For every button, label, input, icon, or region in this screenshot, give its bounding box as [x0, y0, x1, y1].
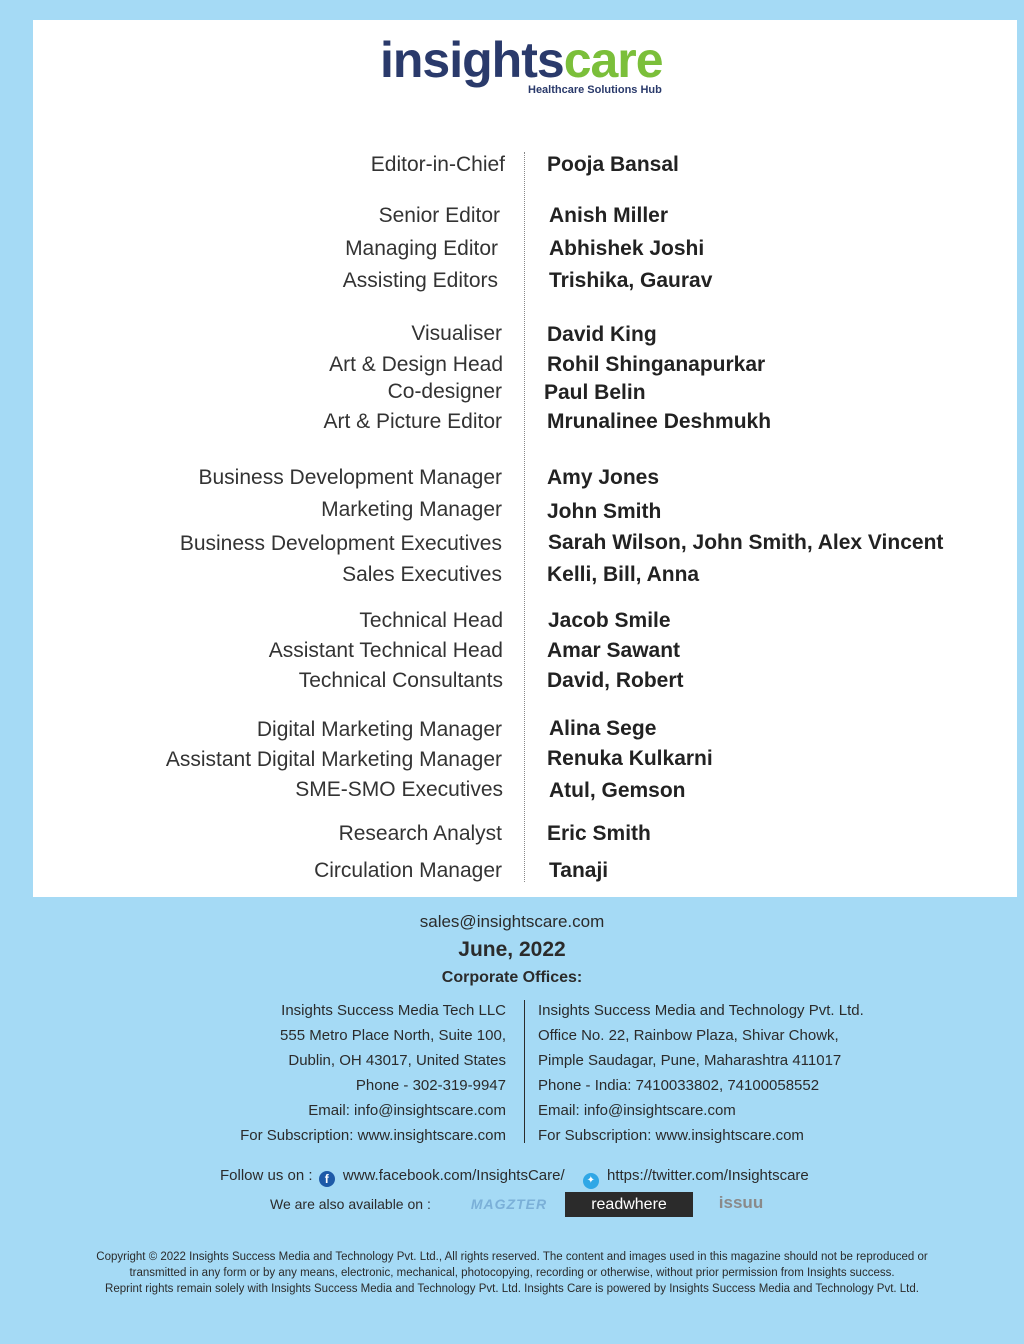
person-name: Tanaji	[549, 859, 609, 882]
office-us-line: For Subscription: www.insightscare.com	[240, 1127, 506, 1144]
copyright-line: Reprint rights remain solely with Insights Success Media and Technology Pvt. Ltd. Insights Care is powered by Insights Success Media and Technology Pvt. Ltd.	[105, 1283, 919, 1295]
person-name: Trishika, Gaurav	[549, 269, 713, 292]
office-india-line: Pimple Saudagar, Pune, Maharashtra 411017	[538, 1052, 842, 1069]
person-name: Kelli, Bill, Anna	[547, 563, 700, 586]
role-label: SME-SMO Executives	[295, 778, 503, 801]
role-label: Marketing Manager	[321, 498, 502, 521]
person-name: Rohil Shinganapurkar	[547, 353, 766, 376]
role-label: Art & Design Head	[329, 353, 503, 376]
role-label: Assisting Editors	[342, 269, 498, 292]
role-label: Editor-in-Chief	[370, 153, 505, 176]
role-label: Business Development Executives	[179, 532, 502, 555]
role-label: Business Development Manager	[198, 466, 502, 489]
issuu-badge[interactable]: issuu	[718, 1193, 764, 1212]
person-name: Abhishek Joshi	[549, 237, 705, 260]
role-label: Technical Head	[359, 609, 503, 632]
person-name: Jacob Smile	[548, 609, 671, 632]
role-label: Managing Editor	[345, 237, 498, 260]
role-label: Assistant Digital Marketing Manager	[165, 748, 502, 771]
office-india-line: Insights Success Media and Technology Pvt. Ltd.	[538, 1002, 864, 1019]
issue-date: June, 2022	[458, 938, 566, 961]
office-india-line: Email: info@insightscare.com	[538, 1102, 736, 1119]
masthead-divider	[524, 152, 525, 882]
logo-part1: insights	[380, 32, 564, 88]
role-label: Co-designer	[387, 380, 502, 403]
offices-divider	[524, 1000, 525, 1143]
role-label: Visualiser	[411, 322, 502, 345]
readwhere-badge[interactable]: readwhere	[565, 1192, 693, 1217]
person-name: Renuka Kulkarni	[547, 747, 713, 770]
role-label: Sales Executives	[342, 563, 502, 586]
office-us-line: 555 Metro Place North, Suite 100,	[280, 1027, 506, 1044]
office-india-line: Phone - India: 7410033802, 74100058552	[538, 1077, 820, 1094]
role-label: Technical Consultants	[298, 669, 503, 692]
person-name: John Smith	[547, 500, 662, 523]
available-label: We are also available on :	[270, 1196, 431, 1212]
follow-label: Follow us on :	[220, 1167, 313, 1184]
role-label: Assistant Technical Head	[268, 639, 503, 662]
office-india	[538, 998, 864, 1148]
copyright-line: Copyright © 2022 Insights Success Media and Technology Pvt. Ltd., All rights reserved. The content and images used in this magazine should not be reproduced or	[96, 1251, 928, 1263]
person-name: Mrunalinee Deshmukh	[547, 410, 772, 433]
office-us-line: Insights Success Media Tech LLC	[281, 1002, 506, 1019]
person-name: Amar Sawant	[547, 639, 681, 662]
twitter-link[interactable]: https://twitter.com/Insightscare	[607, 1167, 809, 1184]
role-label: Digital Marketing Manager	[256, 718, 502, 741]
facebook-link[interactable]: www.facebook.com/InsightsCare/	[342, 1167, 565, 1184]
person-name: David, Robert	[547, 669, 684, 692]
person-name: David King	[547, 323, 657, 346]
person-name: Eric Smith	[547, 822, 651, 845]
sales-email[interactable]: sales@insightscare.com	[419, 912, 605, 931]
offices-heading: Corporate Offices:	[441, 969, 583, 986]
person-name: Amy Jones	[547, 466, 660, 489]
person-name: Paul Belin	[544, 381, 646, 404]
person-name: Pooja Bansal	[547, 153, 679, 176]
office-us-line: Dublin, OH 43017, United States	[288, 1052, 506, 1069]
role-label: Research Analyst	[338, 822, 502, 845]
copyright-line: transmitted in any form or by any means, electronic, mechanical, photocopying, recording or otherwise, without prior permission from Insights success.	[129, 1267, 895, 1279]
person-name: Atul, Gemson	[549, 779, 686, 802]
office-us-line: Phone - 302-319-9947	[355, 1077, 506, 1094]
logo-tagline: Healthcare Solutions Hub	[528, 84, 662, 96]
logo-wordmark	[380, 32, 663, 88]
insightscare-logo	[380, 32, 680, 102]
role-label: Senior Editor	[378, 204, 500, 227]
person-name: Sarah Wilson, John Smith, Alex Vincent	[548, 531, 944, 554]
twitter-icon[interactable]: ✦	[583, 1173, 599, 1189]
follow-row	[220, 1167, 809, 1189]
office-us	[180, 998, 506, 1148]
logo-part2: care	[563, 32, 663, 88]
office-us-line: Email: info@insightscare.com	[308, 1102, 506, 1119]
role-label: Art & Picture Editor	[323, 410, 502, 433]
facebook-icon[interactable]: f	[319, 1171, 335, 1187]
role-label: Circulation Manager	[314, 859, 502, 882]
magzter-badge[interactable]: MAGZTER	[470, 1196, 548, 1212]
office-india-line: For Subscription: www.insightscare.com	[538, 1127, 804, 1144]
copyright-notice	[0, 1249, 1024, 1297]
person-name: Anish Miller	[549, 204, 669, 227]
office-india-line: Office No. 22, Rainbow Plaza, Shivar Chowk,	[538, 1027, 839, 1044]
person-name: Alina Sege	[549, 717, 657, 740]
